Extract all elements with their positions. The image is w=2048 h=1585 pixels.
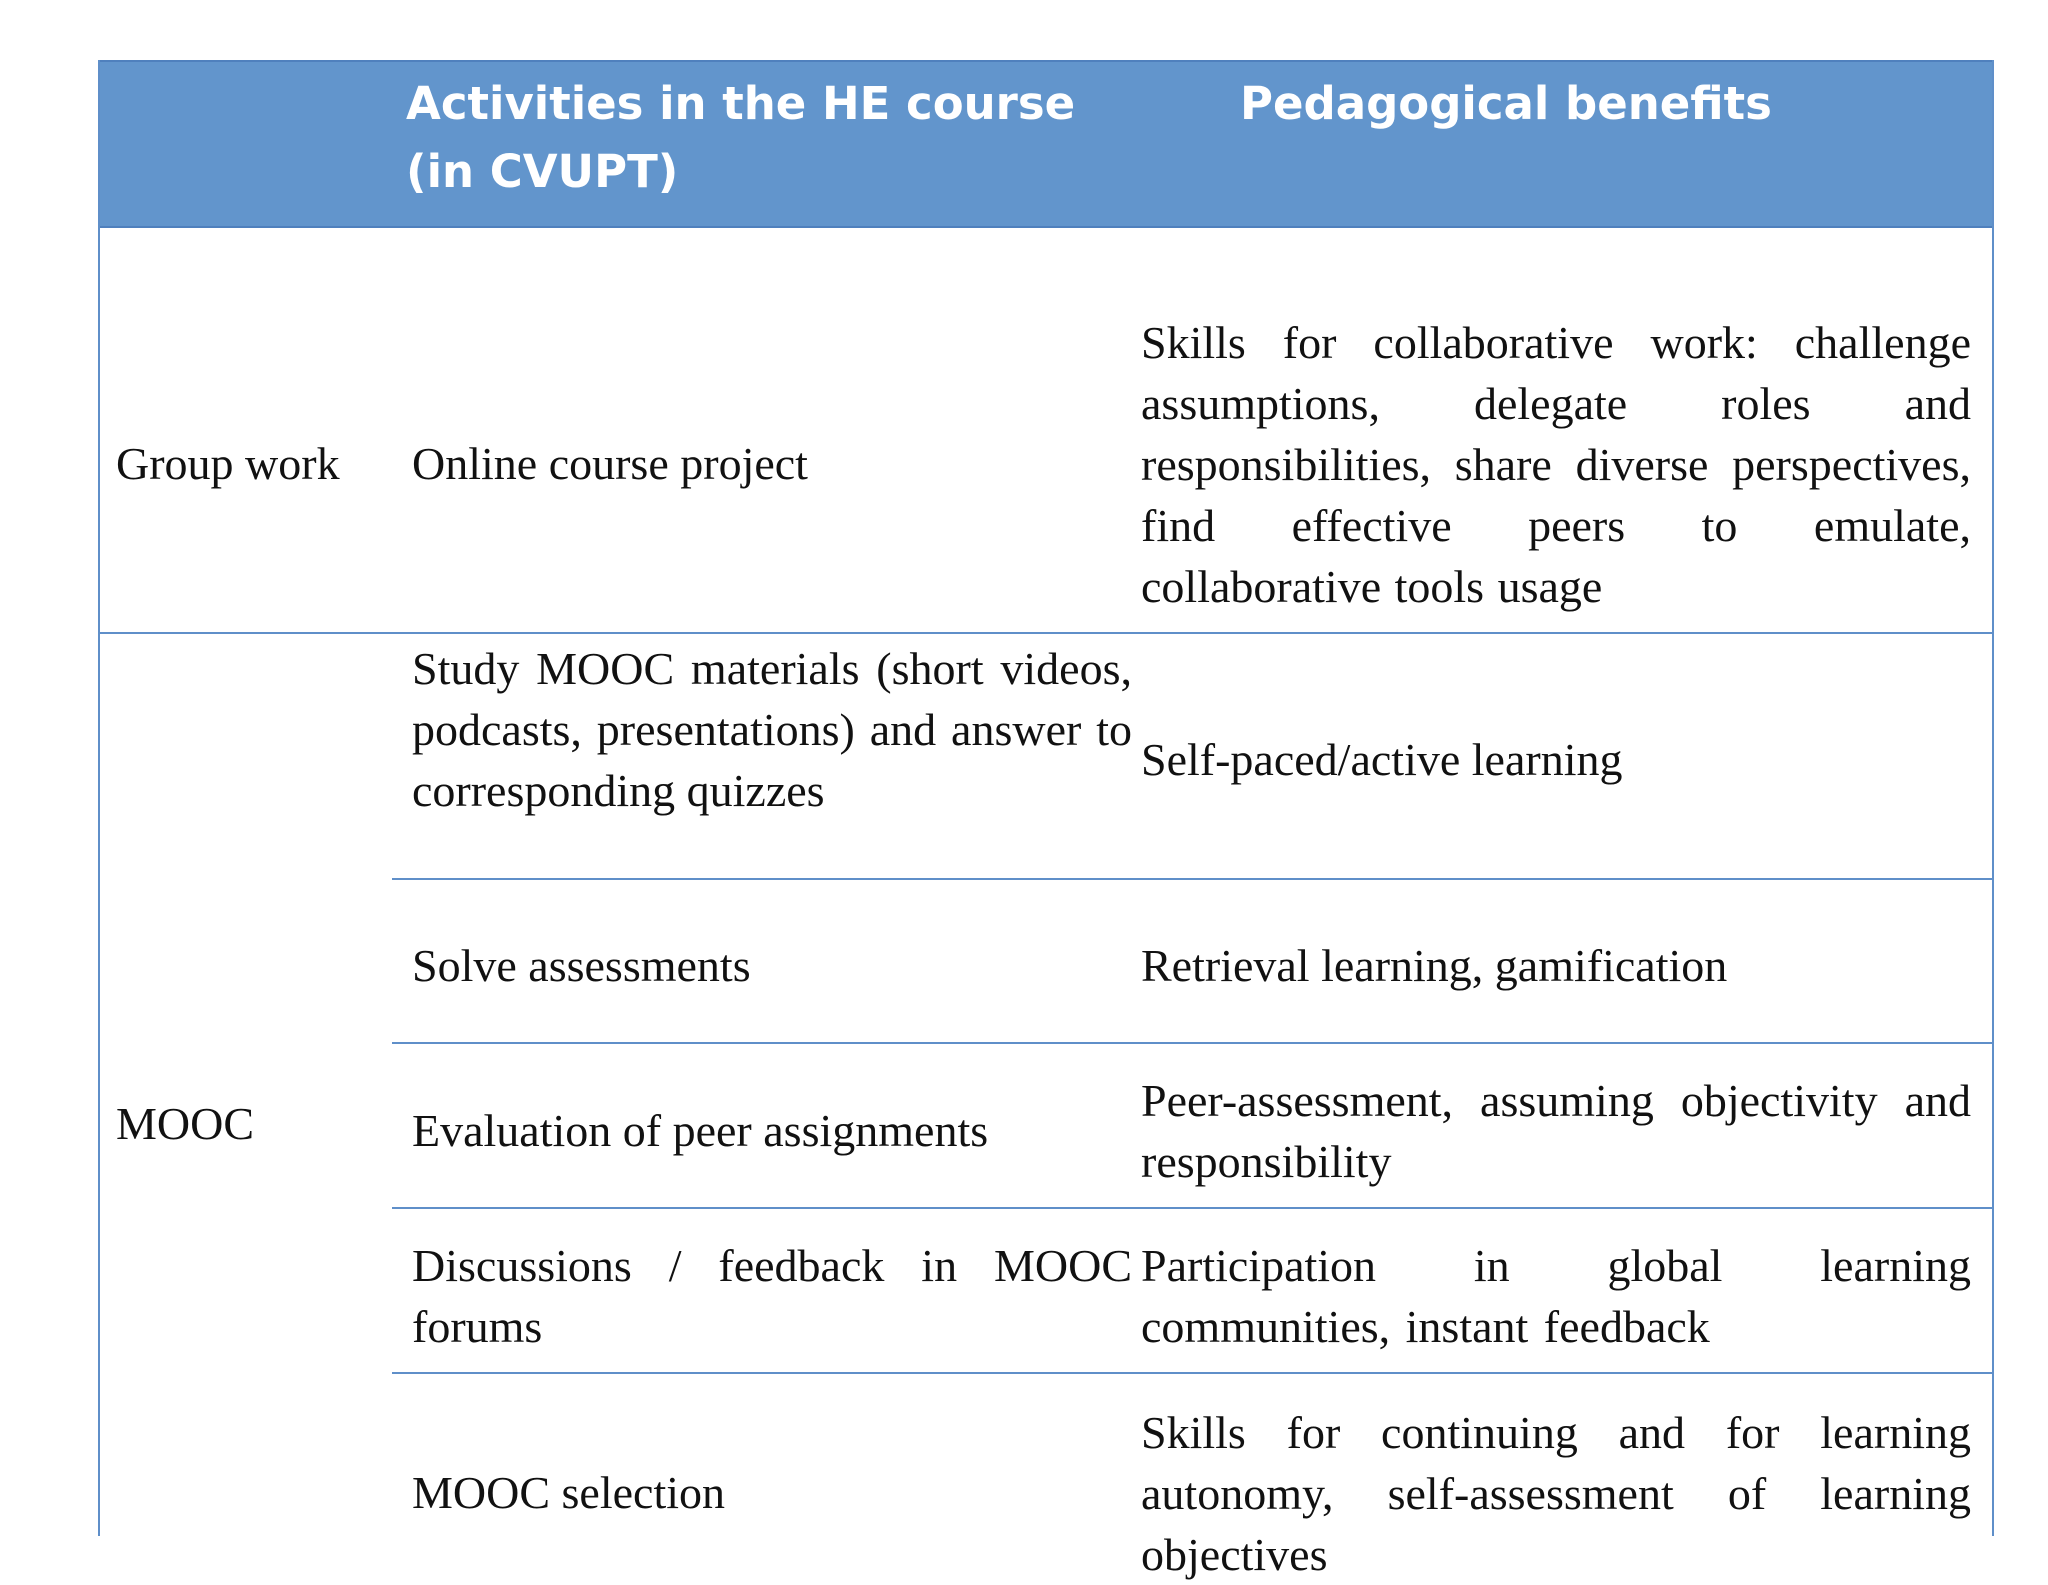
row-divider: [100, 632, 1992, 634]
benefit-cell: Peer-assessment, assuming objectivity and responsibility: [1141, 1075, 1971, 1187]
row-divider: [392, 1042, 1994, 1044]
activity-cell: Solve assessments: [412, 940, 751, 991]
group-label-group-work: Group work: [116, 438, 340, 489]
benefit-cell: Participation in global learning communities, instant feedback: [1141, 1240, 1971, 1352]
row-divider: [392, 1372, 1994, 1374]
activity-cell: Evaluation of peer assignments: [412, 1105, 989, 1156]
activity-cell: Online course project: [412, 438, 808, 489]
activity-cell: Discussions / feedback in MOOC forums: [412, 1240, 1132, 1352]
benefit-cell: Retrieval learning, gamification: [1141, 940, 1728, 991]
benefit-cell: Skills for collaborative work: challenge assumptions, delegate roles and responsibilities, share diverse perspectives, find effective peers to emulate, collaborative tools usage: [1141, 317, 1971, 612]
row-divider: [392, 878, 1994, 880]
pedagogy-table: [98, 60, 1994, 1580]
group-label-mooc: MOOC: [116, 1098, 255, 1149]
row-divider: [392, 1207, 1994, 1209]
header-benefits: Pedagogical benefits: [1240, 77, 1772, 130]
table-header: [100, 60, 1992, 228]
header-activities: Activities in the HE course (in CVUPT): [406, 77, 1076, 198]
benefit-cell: Self-paced/active learning: [1141, 734, 1623, 785]
benefit-cell: Skills for continuing and for learning autonomy, self-assessment of learning objectives: [1141, 1407, 1971, 1580]
activity-cell: MOOC selection: [412, 1467, 726, 1518]
activity-cell: Study MOOC materials (short videos, podcasts, presentations) and answer to corresponding quizzes: [412, 643, 1132, 816]
